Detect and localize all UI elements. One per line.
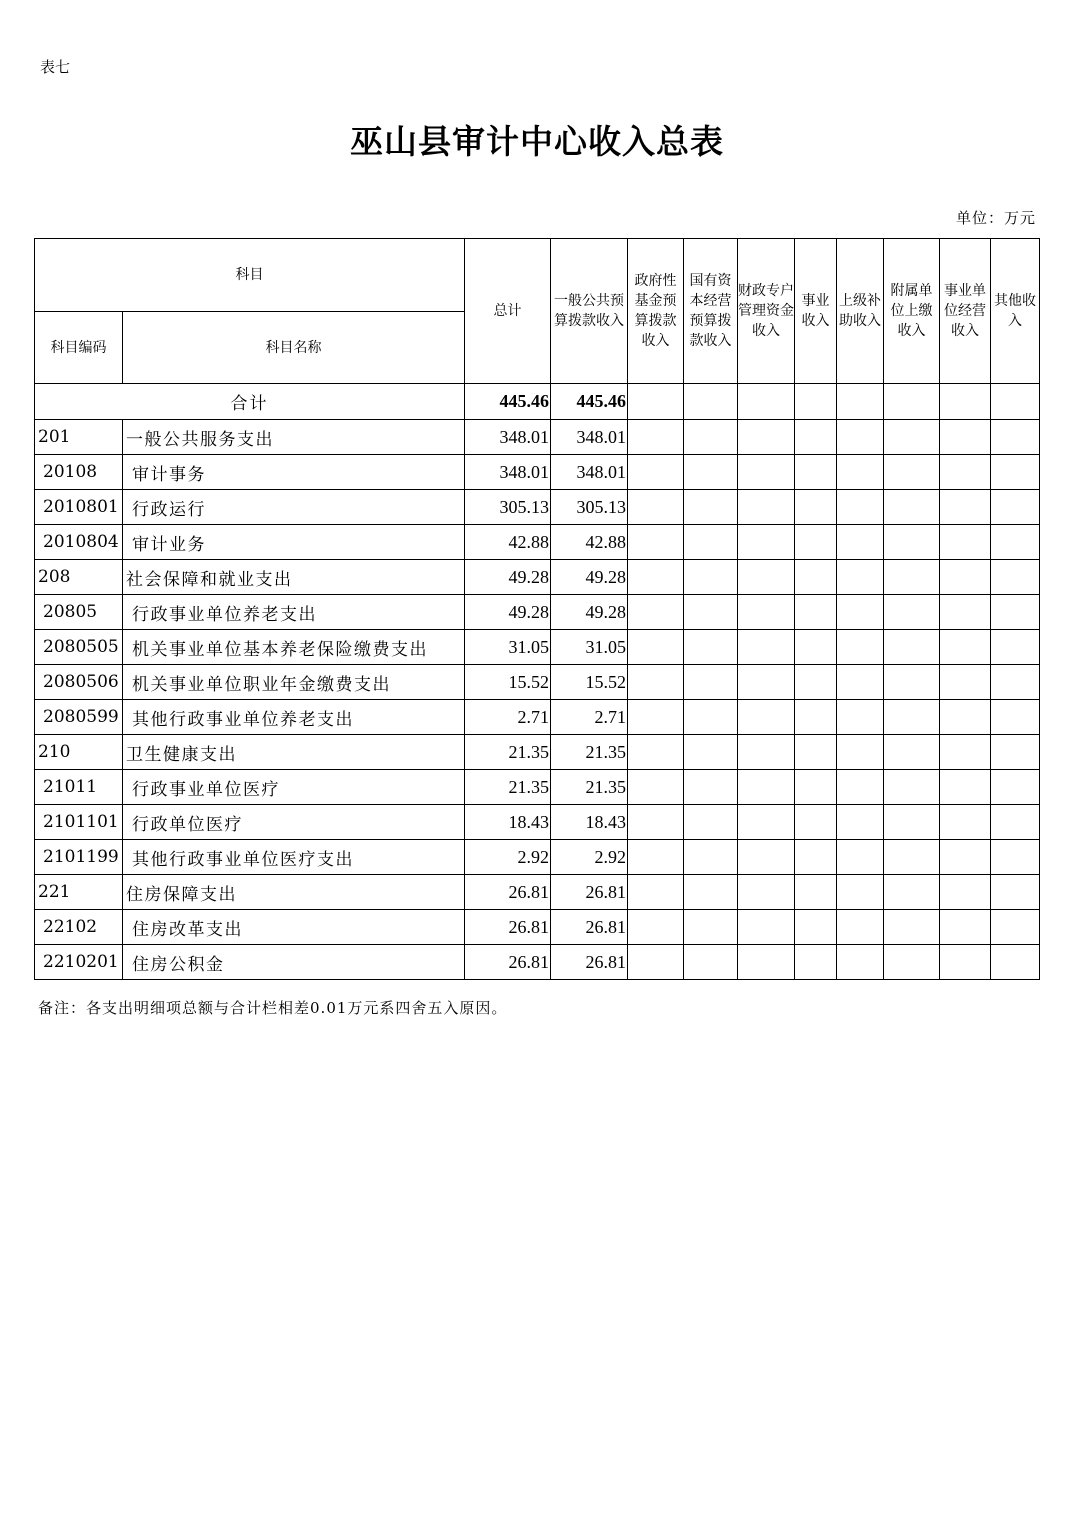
empty-cell bbox=[795, 525, 837, 560]
subject-code: 21011 bbox=[35, 770, 123, 805]
header-business-income: 事业收入 bbox=[795, 239, 837, 384]
empty-cell bbox=[991, 665, 1040, 700]
row-general-budget: 26.81 bbox=[551, 875, 628, 910]
row-general-budget: 2.71 bbox=[551, 700, 628, 735]
empty-cell bbox=[940, 945, 991, 980]
empty-cell bbox=[628, 665, 684, 700]
empty-cell bbox=[684, 735, 738, 770]
empty-cell bbox=[795, 770, 837, 805]
table-row bbox=[35, 490, 1040, 525]
subject-code: 201 bbox=[35, 420, 123, 455]
empty-cell bbox=[940, 560, 991, 595]
header-superior-subsidy: 上级补助收入 bbox=[837, 239, 884, 384]
empty-cell bbox=[684, 490, 738, 525]
row-total: 21.35 bbox=[465, 735, 551, 770]
empty-cell bbox=[991, 384, 1040, 420]
empty-cell bbox=[738, 735, 795, 770]
row-general-budget: 18.43 bbox=[551, 805, 628, 840]
empty-cell bbox=[738, 525, 795, 560]
footnote: 备注：各支出明细项总额与合计栏相差0.01万元系四舍五入原因。 bbox=[38, 999, 508, 1017]
subject-code: 208 bbox=[35, 560, 123, 595]
empty-cell bbox=[738, 805, 795, 840]
empty-cell bbox=[884, 945, 940, 980]
empty-cell bbox=[795, 384, 837, 420]
header-other-income: 其他收入 bbox=[991, 239, 1040, 384]
empty-cell bbox=[628, 384, 684, 420]
total-row bbox=[35, 384, 1040, 420]
subject-code: 20108 bbox=[35, 455, 123, 490]
table-row bbox=[35, 630, 1040, 665]
table-row bbox=[35, 700, 1040, 735]
empty-cell bbox=[795, 665, 837, 700]
empty-cell bbox=[837, 455, 884, 490]
empty-cell bbox=[738, 700, 795, 735]
empty-cell bbox=[684, 630, 738, 665]
table-row bbox=[35, 525, 1040, 560]
empty-cell bbox=[738, 420, 795, 455]
empty-cell bbox=[884, 665, 940, 700]
empty-cell bbox=[884, 805, 940, 840]
row-total: 305.13 bbox=[465, 490, 551, 525]
empty-cell bbox=[795, 700, 837, 735]
empty-cell bbox=[837, 384, 884, 420]
page-title: 巫山县审计中心收入总表 bbox=[350, 122, 724, 161]
empty-cell bbox=[795, 595, 837, 630]
subject-code: 2101101 bbox=[35, 805, 123, 840]
empty-cell bbox=[837, 700, 884, 735]
empty-cell bbox=[884, 910, 940, 945]
empty-cell bbox=[884, 420, 940, 455]
empty-cell bbox=[940, 840, 991, 875]
empty-cell bbox=[795, 490, 837, 525]
empty-cell bbox=[940, 805, 991, 840]
table-row bbox=[35, 945, 1040, 980]
empty-cell bbox=[795, 910, 837, 945]
empty-cell bbox=[837, 770, 884, 805]
row-general-budget: 31.05 bbox=[551, 630, 628, 665]
subject-name: 住房公积金 bbox=[123, 945, 465, 980]
subject-name: 行政事业单位医疗 bbox=[123, 770, 465, 805]
table-row bbox=[35, 805, 1040, 840]
empty-cell bbox=[837, 665, 884, 700]
empty-cell bbox=[684, 560, 738, 595]
subject-name: 住房保障支出 bbox=[123, 875, 465, 910]
empty-cell bbox=[991, 945, 1040, 980]
table-row bbox=[35, 420, 1040, 455]
table-label: 表七 bbox=[40, 58, 71, 76]
empty-cell bbox=[628, 490, 684, 525]
empty-cell bbox=[940, 770, 991, 805]
subject-code: 2010804 bbox=[35, 525, 123, 560]
empty-cell bbox=[795, 630, 837, 665]
empty-cell bbox=[684, 420, 738, 455]
header-state-capital: 国有资本经营预算拨款收入 bbox=[684, 239, 738, 384]
table-row bbox=[35, 455, 1040, 490]
empty-cell bbox=[628, 455, 684, 490]
table-row bbox=[35, 840, 1040, 875]
header-general-budget: 一般公共预算拨款收入 bbox=[551, 239, 628, 384]
row-general-budget: 305.13 bbox=[551, 490, 628, 525]
row-total: 348.01 bbox=[465, 455, 551, 490]
income-summary-table bbox=[34, 238, 1040, 980]
subject-name: 审计业务 bbox=[123, 525, 465, 560]
empty-cell bbox=[940, 700, 991, 735]
subject-code: 2101199 bbox=[35, 840, 123, 875]
subject-name: 机关事业单位基本养老保险缴费支出 bbox=[123, 630, 465, 665]
empty-cell bbox=[940, 420, 991, 455]
subject-name: 卫生健康支出 bbox=[123, 735, 465, 770]
row-general-budget: 348.01 bbox=[551, 420, 628, 455]
empty-cell bbox=[884, 770, 940, 805]
subject-code: 22102 bbox=[35, 910, 123, 945]
empty-cell bbox=[940, 630, 991, 665]
empty-cell bbox=[884, 490, 940, 525]
empty-cell bbox=[991, 910, 1040, 945]
empty-cell bbox=[795, 455, 837, 490]
row-general-budget: 21.35 bbox=[551, 770, 628, 805]
row-total: 26.81 bbox=[465, 910, 551, 945]
total-amount: 445.46 bbox=[465, 384, 551, 420]
row-total: 49.28 bbox=[465, 595, 551, 630]
row-total: 26.81 bbox=[465, 945, 551, 980]
row-total: 49.28 bbox=[465, 560, 551, 595]
subject-code: 2010801 bbox=[35, 490, 123, 525]
header-total: 总计 bbox=[465, 239, 551, 384]
row-total: 21.35 bbox=[465, 770, 551, 805]
empty-cell bbox=[837, 630, 884, 665]
empty-cell bbox=[684, 875, 738, 910]
empty-cell bbox=[684, 910, 738, 945]
empty-cell bbox=[738, 945, 795, 980]
empty-cell bbox=[940, 875, 991, 910]
empty-cell bbox=[738, 770, 795, 805]
empty-cell bbox=[738, 665, 795, 700]
empty-cell bbox=[738, 455, 795, 490]
subject-name: 行政运行 bbox=[123, 490, 465, 525]
subject-code: 2080505 bbox=[35, 630, 123, 665]
subject-name: 住房改革支出 bbox=[123, 910, 465, 945]
empty-cell bbox=[628, 770, 684, 805]
empty-cell bbox=[628, 630, 684, 665]
empty-cell bbox=[940, 490, 991, 525]
empty-cell bbox=[837, 525, 884, 560]
empty-cell bbox=[884, 700, 940, 735]
empty-cell bbox=[795, 560, 837, 595]
header-gov-fund: 政府性基金预算拨款收入 bbox=[628, 239, 684, 384]
table-row bbox=[35, 735, 1040, 770]
empty-cell bbox=[991, 805, 1040, 840]
empty-cell bbox=[684, 700, 738, 735]
empty-cell bbox=[684, 945, 738, 980]
empty-cell bbox=[628, 805, 684, 840]
table-row bbox=[35, 595, 1040, 630]
empty-cell bbox=[795, 735, 837, 770]
empty-cell bbox=[795, 420, 837, 455]
row-total: 42.88 bbox=[465, 525, 551, 560]
row-general-budget: 26.81 bbox=[551, 910, 628, 945]
empty-cell bbox=[684, 455, 738, 490]
table-row bbox=[35, 875, 1040, 910]
empty-cell bbox=[684, 384, 738, 420]
empty-cell bbox=[940, 910, 991, 945]
subject-code: 20805 bbox=[35, 595, 123, 630]
header-subject: 科目 bbox=[35, 239, 465, 312]
empty-cell bbox=[837, 875, 884, 910]
subject-code: 2210201 bbox=[35, 945, 123, 980]
row-general-budget: 42.88 bbox=[551, 525, 628, 560]
empty-cell bbox=[884, 840, 940, 875]
empty-cell bbox=[884, 735, 940, 770]
empty-cell bbox=[628, 525, 684, 560]
row-general-budget: 49.28 bbox=[551, 560, 628, 595]
empty-cell bbox=[628, 700, 684, 735]
subject-code: 2080506 bbox=[35, 665, 123, 700]
empty-cell bbox=[684, 770, 738, 805]
empty-cell bbox=[628, 595, 684, 630]
header-fiscal-special: 财政专户管理资金收入 bbox=[738, 239, 795, 384]
empty-cell bbox=[738, 560, 795, 595]
empty-cell bbox=[684, 525, 738, 560]
empty-cell bbox=[738, 630, 795, 665]
empty-cell bbox=[738, 384, 795, 420]
row-general-budget: 21.35 bbox=[551, 735, 628, 770]
empty-cell bbox=[991, 420, 1040, 455]
empty-cell bbox=[837, 560, 884, 595]
empty-cell bbox=[628, 840, 684, 875]
row-general-budget: 348.01 bbox=[551, 455, 628, 490]
empty-cell bbox=[991, 630, 1040, 665]
empty-cell bbox=[837, 945, 884, 980]
empty-cell bbox=[991, 490, 1040, 525]
empty-cell bbox=[991, 875, 1040, 910]
empty-cell bbox=[884, 875, 940, 910]
header-business-operation: 事业单位经营收入 bbox=[940, 239, 991, 384]
empty-cell bbox=[884, 525, 940, 560]
row-general-budget: 2.92 bbox=[551, 840, 628, 875]
empty-cell bbox=[991, 770, 1040, 805]
empty-cell bbox=[837, 735, 884, 770]
empty-cell bbox=[684, 805, 738, 840]
empty-cell bbox=[884, 384, 940, 420]
empty-cell bbox=[884, 595, 940, 630]
row-total: 15.52 bbox=[465, 665, 551, 700]
row-total: 2.92 bbox=[465, 840, 551, 875]
total-general-amount: 445.46 bbox=[551, 384, 628, 420]
table-row bbox=[35, 910, 1040, 945]
table-row bbox=[35, 665, 1040, 700]
row-total: 26.81 bbox=[465, 875, 551, 910]
subject-name: 其他行政事业单位养老支出 bbox=[123, 700, 465, 735]
subject-code: 210 bbox=[35, 735, 123, 770]
empty-cell bbox=[940, 735, 991, 770]
table-row bbox=[35, 770, 1040, 805]
empty-cell bbox=[628, 420, 684, 455]
empty-cell bbox=[628, 910, 684, 945]
empty-cell bbox=[991, 525, 1040, 560]
empty-cell bbox=[837, 490, 884, 525]
empty-cell bbox=[991, 560, 1040, 595]
subject-name: 其他行政事业单位医疗支出 bbox=[123, 840, 465, 875]
empty-cell bbox=[991, 595, 1040, 630]
subject-name: 一般公共服务支出 bbox=[123, 420, 465, 455]
empty-cell bbox=[837, 840, 884, 875]
empty-cell bbox=[628, 735, 684, 770]
table-row bbox=[35, 560, 1040, 595]
empty-cell bbox=[795, 945, 837, 980]
row-total: 18.43 bbox=[465, 805, 551, 840]
subject-name: 社会保障和就业支出 bbox=[123, 560, 465, 595]
empty-cell bbox=[738, 910, 795, 945]
header-subject-code: 科目编码 bbox=[35, 312, 123, 384]
empty-cell bbox=[884, 455, 940, 490]
total-label: 合计 bbox=[35, 384, 465, 420]
header-affiliated-payment: 附属单位上缴收入 bbox=[884, 239, 940, 384]
empty-cell bbox=[684, 665, 738, 700]
subject-name: 审计事务 bbox=[123, 455, 465, 490]
empty-cell bbox=[738, 840, 795, 875]
empty-cell bbox=[991, 840, 1040, 875]
empty-cell bbox=[684, 595, 738, 630]
row-general-budget: 49.28 bbox=[551, 595, 628, 630]
empty-cell bbox=[940, 525, 991, 560]
row-total: 2.71 bbox=[465, 700, 551, 735]
empty-cell bbox=[991, 455, 1040, 490]
empty-cell bbox=[628, 945, 684, 980]
row-total: 348.01 bbox=[465, 420, 551, 455]
header-subject-name: 科目名称 bbox=[123, 312, 465, 384]
empty-cell bbox=[837, 805, 884, 840]
row-general-budget: 15.52 bbox=[551, 665, 628, 700]
empty-cell bbox=[940, 595, 991, 630]
empty-cell bbox=[837, 910, 884, 945]
empty-cell bbox=[684, 840, 738, 875]
empty-cell bbox=[991, 700, 1040, 735]
empty-cell bbox=[940, 384, 991, 420]
empty-cell bbox=[940, 665, 991, 700]
empty-cell bbox=[738, 490, 795, 525]
empty-cell bbox=[795, 840, 837, 875]
empty-cell bbox=[837, 420, 884, 455]
subject-name: 行政事业单位养老支出 bbox=[123, 595, 465, 630]
subject-code: 2080599 bbox=[35, 700, 123, 735]
subject-name: 机关事业单位职业年金缴费支出 bbox=[123, 665, 465, 700]
empty-cell bbox=[884, 630, 940, 665]
empty-cell bbox=[795, 805, 837, 840]
empty-cell bbox=[940, 455, 991, 490]
empty-cell bbox=[738, 875, 795, 910]
empty-cell bbox=[628, 875, 684, 910]
empty-cell bbox=[795, 875, 837, 910]
subject-code: 221 bbox=[35, 875, 123, 910]
empty-cell bbox=[837, 595, 884, 630]
subject-name: 行政单位医疗 bbox=[123, 805, 465, 840]
empty-cell bbox=[991, 735, 1040, 770]
row-total: 31.05 bbox=[465, 630, 551, 665]
empty-cell bbox=[884, 560, 940, 595]
empty-cell bbox=[628, 560, 684, 595]
unit-label: 单位：万元 bbox=[955, 209, 1036, 227]
empty-cell bbox=[738, 595, 795, 630]
row-general-budget: 26.81 bbox=[551, 945, 628, 980]
